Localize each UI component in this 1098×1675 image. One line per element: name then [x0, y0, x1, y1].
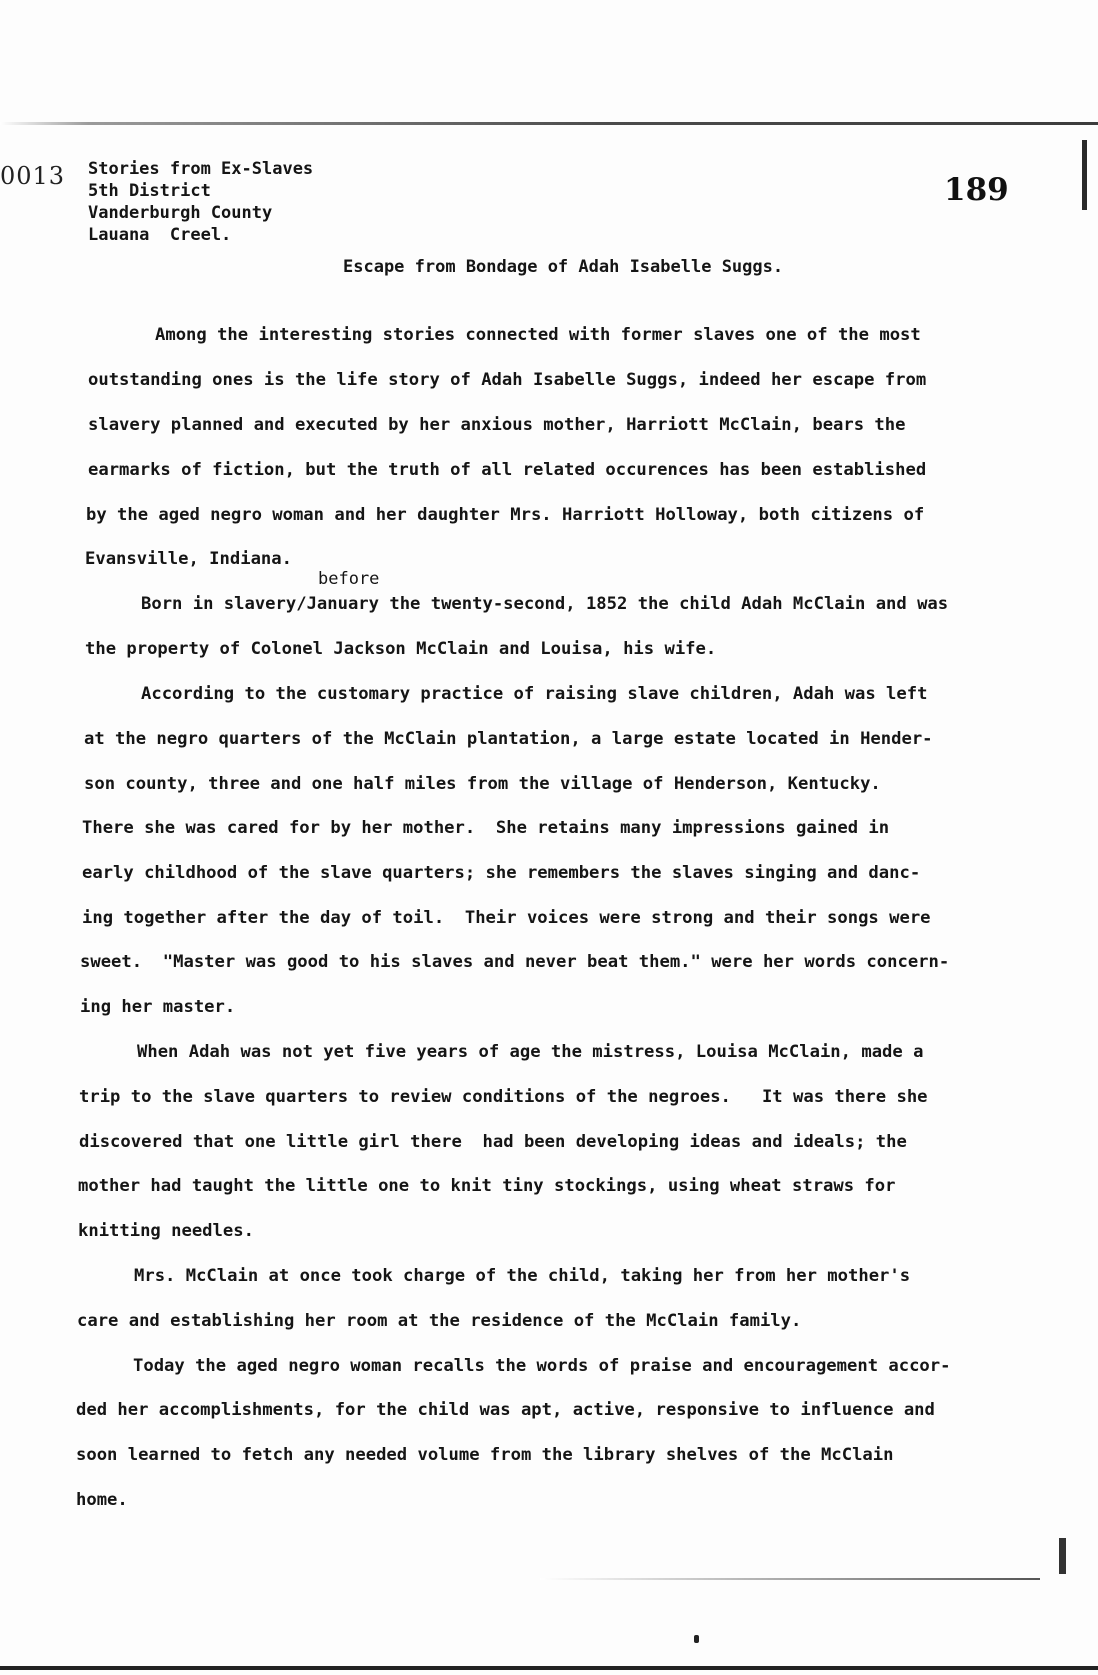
- text-line: slavery planned and executed by her anxious mother, Harriott McClain, bears the: [88, 415, 906, 435]
- text-line: According to the customary practice of raising slave children, Adah was left: [141, 684, 928, 704]
- header-line-district: 5th District: [88, 181, 211, 201]
- text-line: ded her accomplishments, for the child was apt, active, responsive to influence and: [76, 1400, 935, 1420]
- margin-number: 0013: [0, 162, 66, 190]
- text-line: knitting needles.: [78, 1221, 254, 1241]
- document-header: [88, 158, 313, 246]
- text-line: Born in slavery/January the twenty-second, 1852 the child Adah McClain and was: [141, 594, 949, 614]
- text-line: sweet. "Master was good to his slaves and never beat them." were her words concern-: [80, 952, 950, 972]
- header-line-author: Lauana Creel.: [88, 225, 232, 245]
- header-line-county: Vanderburgh County: [88, 203, 273, 223]
- handwritten-insertion: before: [318, 569, 380, 589]
- text-line: home.: [76, 1490, 128, 1510]
- header-line-collection: Stories from Ex-Slaves: [88, 159, 314, 179]
- text-line: Mrs. McClain at once took charge of the child, taking her from her mother's: [134, 1266, 911, 1286]
- scan-mark: [1082, 140, 1087, 210]
- text-line: discovered that one little girl there had been developing ideas and ideals; the: [79, 1132, 907, 1152]
- text-line: ing together after the day of toil. Their voices were strong and their songs were: [82, 908, 931, 928]
- text-line: son county, three and one half miles from the village of Henderson, Kentucky.: [84, 774, 881, 794]
- scan-edge-line-lower: [540, 1578, 1040, 1580]
- scan-edge-line: [0, 122, 1098, 125]
- text-line: early childhood of the slave quarters; she remembers the slaves singing and danc-: [82, 863, 921, 883]
- document-title: Escape from Bondage of Adah Isabelle Suggs.: [343, 257, 784, 277]
- text-line: Today the aged negro woman recalls the words of praise and encouragement accor-: [133, 1356, 951, 1376]
- scan-bottom-edge: [0, 1666, 1098, 1670]
- text-line: at the negro quarters of the McClain plantation, a large estate located in Hender-: [84, 729, 933, 749]
- text-line: mother had taught the little one to knit tiny stockings, using wheat straws for: [78, 1176, 896, 1196]
- text-line: When Adah was not yet five years of age the mistress, Louisa McClain, made a: [137, 1042, 924, 1062]
- page-number: 189: [944, 172, 1009, 208]
- text-line: soon learned to fetch any needed volume from the library shelves of the McClain: [76, 1445, 894, 1465]
- scan-speck: [694, 1635, 699, 1643]
- text-line: earmarks of fiction, but the truth of all related occurences has been established: [88, 460, 927, 480]
- text-line: trip to the slave quarters to review conditions of the negroes. It was there she: [79, 1087, 928, 1107]
- text-line: There she was cared for by her mother. She retains many impressions gained in: [82, 818, 890, 838]
- text-line: by the aged negro woman and her daughter Mrs. Harriott Holloway, both citizens of: [86, 505, 925, 525]
- text-line: ing her master.: [80, 997, 236, 1017]
- text-line: the property of Colonel Jackson McClain and Louisa, his wife.: [85, 639, 717, 659]
- text-line: outstanding ones is the life story of Adah Isabelle Suggs, indeed her escape from: [88, 370, 927, 390]
- text-line: care and establishing her room at the residence of the McClain family.: [77, 1311, 802, 1331]
- text-line: Evansville, Indiana.: [85, 549, 292, 569]
- text-line: Among the interesting stories connected with former slaves one of the most: [155, 325, 921, 345]
- scan-mark: [1059, 1538, 1066, 1574]
